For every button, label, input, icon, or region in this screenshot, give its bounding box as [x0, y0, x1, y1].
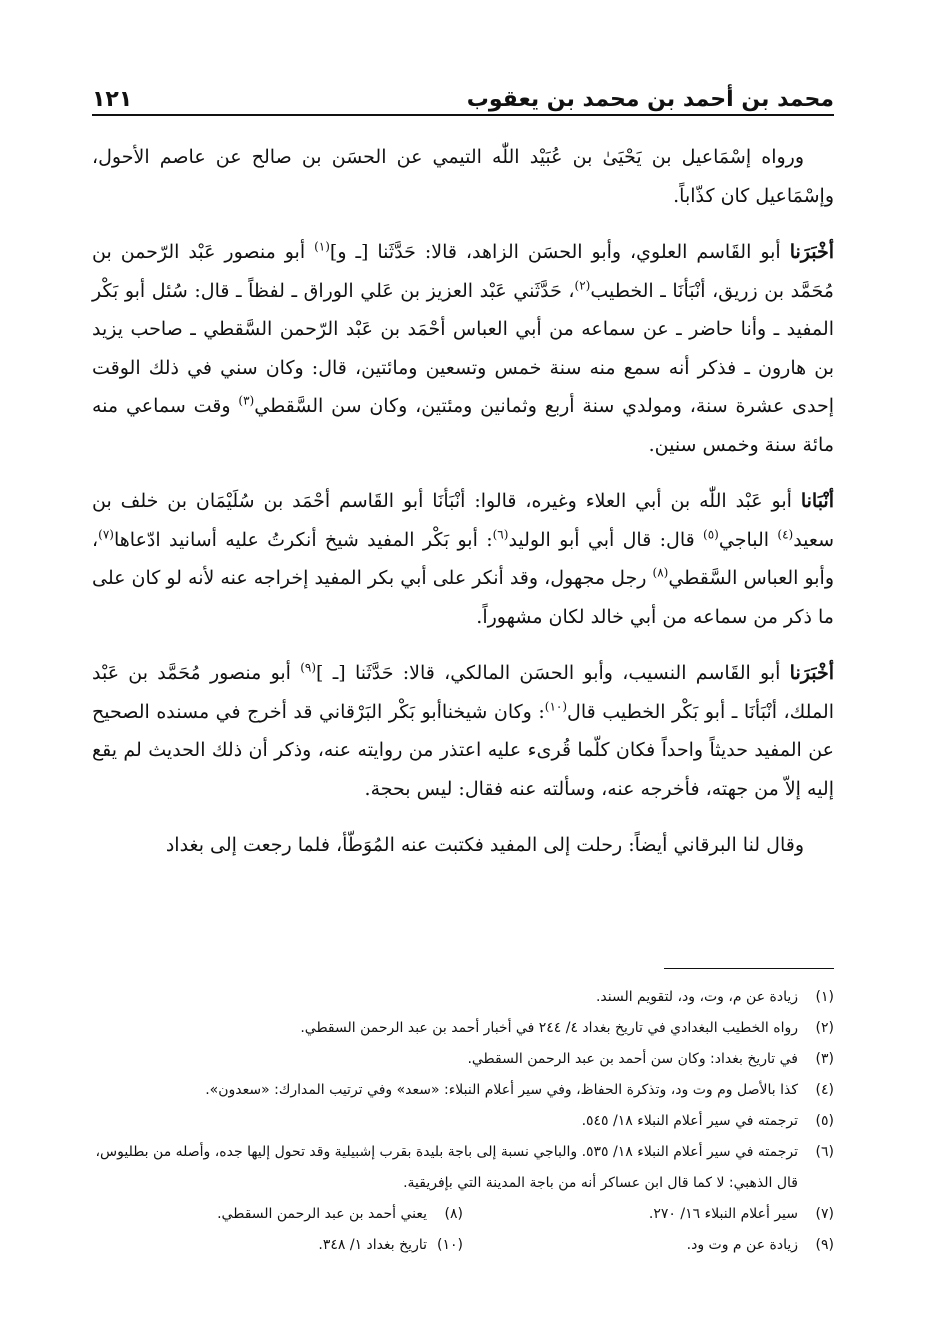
footnote	[92, 982, 834, 1013]
header-rule	[92, 114, 834, 116]
footnote-number: (٣)	[815, 1051, 834, 1067]
footnote	[92, 1230, 463, 1261]
footnote-ref: (٧)	[98, 527, 114, 542]
footnote	[463, 1230, 834, 1261]
footnote-ref: (٩)	[300, 660, 317, 675]
paragraph-4	[92, 654, 834, 808]
paragraph-text: أبو عَبْد اللّٰه بن أبي العلاء وغيره، قالوا: أنْبَأنَا أبو القَاسم أحْمَد بن سُلَيْمَان بن خلف بن سعيد	[92, 490, 834, 551]
footnote	[92, 1137, 834, 1199]
narration-keyword: أنْبَانا	[800, 490, 834, 512]
paragraph-text: أبو منصور عَبْد الرّحمن بن مُحَمَّد بن زريق، أنْبَأنَا ـ الخطيب	[92, 241, 834, 302]
footnote-ref: (٨)	[652, 565, 669, 580]
paragraph-text: وقال لنا البرقاني أيضاً: رحلت إلى المفيد فكتبت عنه المُوَطّأ، فلما رجعت إلى بغداد	[165, 834, 804, 856]
footnote	[92, 1199, 463, 1230]
footnote-number: (٧)	[815, 1206, 834, 1222]
footnote-text: سير أعلام النبلاء ١٦/ ٢٧٠.	[648, 1206, 798, 1222]
footnote	[92, 1106, 834, 1137]
footnote-number: (١)	[815, 989, 834, 1005]
paragraph-text: ، وأبو العباس السَّقطي	[92, 528, 835, 589]
paragraph-2	[92, 233, 834, 464]
footnote-text: كذا بالأصل وم وت ود، وتذكرة الحفاظ، وفي سير أعلام النبلاء: «سعد» وفي ترتيب المدارك: «سعدون».	[205, 1082, 798, 1098]
footnote	[92, 1075, 834, 1106]
footnote-text: في تاريخ بغداد: وكان سن أحمد بن عبد الرحمن السقطي.	[467, 1051, 798, 1067]
narration-keyword: أخْبَرَنا	[789, 662, 834, 684]
footnote-number: (١٠)	[437, 1237, 463, 1253]
footnote	[92, 1044, 834, 1075]
paragraph-text: الباجي	[718, 528, 778, 551]
footnote-number: (٩)	[815, 1237, 834, 1253]
paragraph-text: أبو القَاسم العلوي، وأبو الحسَن الزاهد، قالا: حَدَّثَنا [ـ و]	[329, 241, 781, 263]
footnote-text: زيادة عن م وت ود.	[686, 1237, 798, 1253]
footnote-number: (٨)	[444, 1206, 463, 1222]
footnote-text: يعني أحمد بن عبد الرحمن السقطي.	[217, 1206, 427, 1222]
footnote-ref: (٦)	[492, 527, 509, 542]
paragraph-text: ، حَدَّثَني عَبْد العزيز بن عَلي الوراق ـ لفظاً ـ قال: سُئل أبو بَكْر المفيد ـ وأنا حاضر ـ عن سماعه من أبي العباس أحْمَد بن عَبْد الرّحمن السَّقطي ـ صاحب يزيد بن هارون ـ فذكر أنه سمع منه سنة خمس وتسعين ومائتين، قال: وكان سني في ذلك الوقت إحدى عشرة سنة، ومولدي سنة أربع وثمانين ومئتين، وكان سن السَّقطي	[92, 279, 834, 417]
paragraph-text: رجل مجهول، وقد أنكر على أبي بكر المفيد إخراجه عنه لأنه لو كان على ما ذكر من سماعه من أبي خالد لكان مشهوراً.	[92, 567, 834, 628]
footnote-pair	[92, 1230, 834, 1261]
paragraph-text: : أبو بَكْر المفيد شيخ أنكرتُ عليه أسانيد ادّعاها	[113, 528, 493, 551]
paragraph-text: أبو منصور مُحَمَّد بن عَبْد الملك، أنْبَأنَا ـ أبو بَكْر الخطيب قال	[92, 662, 835, 723]
footnote-number: (٢)	[815, 1020, 834, 1036]
narration-keyword: أخْبَرَنا	[789, 241, 835, 263]
footnote	[92, 1013, 834, 1044]
footnote-text: تاريخ بغداد ١/ ٣٤٨.	[318, 1237, 427, 1253]
footnote-text: زيادة عن م، وت، ود، لتقويم السند.	[595, 989, 798, 1005]
footnote-ref: (٥)	[703, 527, 719, 542]
footnote-ref: (٢)	[574, 278, 591, 293]
footnote-ref: (٤)	[777, 527, 794, 542]
paragraph-1	[92, 138, 834, 215]
footnote-ref: (٣)	[238, 393, 255, 408]
footnote-text: رواه الخطيب البغدادي في تاريخ بغداد ٤/ ٢٤٤ في أخبار أحمد بن عبد الرحمن السقطي.	[300, 1020, 798, 1036]
footnote-pair	[92, 1199, 834, 1230]
footnote-number: (٦)	[815, 1144, 834, 1160]
paragraph-text: أبو القَاسم النسيب، وأبو الحسَن المالكي، قالا: حَدَّثَنا [ـ ]	[316, 662, 790, 684]
paragraph-text: : وكان شيخناأبو بَكْر البَرْقاني قد أخرج في مسنده الصحيح عن المفيد حديثاً واحداً فكان كلّما قُرىء عليه اعتذر من روايته عنه، وذكر أن ذلك الحديث لم يقع إليه إلاّ من جهته، فأخرجه عنه، وسألته عنه فقال: ليس بحجة.	[92, 700, 834, 800]
footnote-ref: (١٠)	[544, 699, 568, 714]
footnote-number: (٥)	[815, 1113, 834, 1129]
paragraph-text: قال: قال أبي أبو الوليد	[508, 528, 704, 551]
page-number: ١٢١	[92, 87, 133, 112]
footnotes	[92, 982, 834, 1261]
paragraph-text: وقت سماعي منه مائة سنة وخمس سنين.	[92, 395, 834, 456]
footnote-text: ترجمته في سير أعلام النبلاء ١٨/ ٥٤٥.	[581, 1113, 798, 1129]
page-header	[92, 72, 834, 112]
paragraph-3	[92, 482, 834, 636]
paragraph-5	[92, 826, 834, 865]
main-text	[92, 138, 834, 883]
footnote-ref: (١)	[314, 239, 330, 254]
footnote-number: (٤)	[815, 1082, 834, 1098]
running-title: محمد بن أحمد بن محمد بن يعقوب	[466, 87, 834, 112]
footnote-separator	[664, 968, 834, 969]
paragraph-text: ورواه إسْمَاعيل بن يَحْيَىٰ بن عُبَيْد اللّٰه التيمي عن الحسَن بن صالح عن عاصم الأحول، وإسْمَاعيل كان كذّاباً.	[92, 146, 834, 207]
footnote-text: ترجمته في سير أعلام النبلاء ١٨/ ٥٣٥. والباجي نسبة إلى باجة بليدة بقرب إشبيلية وقد تحول إليها جده، وأصله من بطليوس، قال الذهبي: لا كما قال ابن عساكر أنه من باجة المدينة التي بإفريقية.	[95, 1144, 798, 1191]
footnote	[463, 1199, 834, 1230]
